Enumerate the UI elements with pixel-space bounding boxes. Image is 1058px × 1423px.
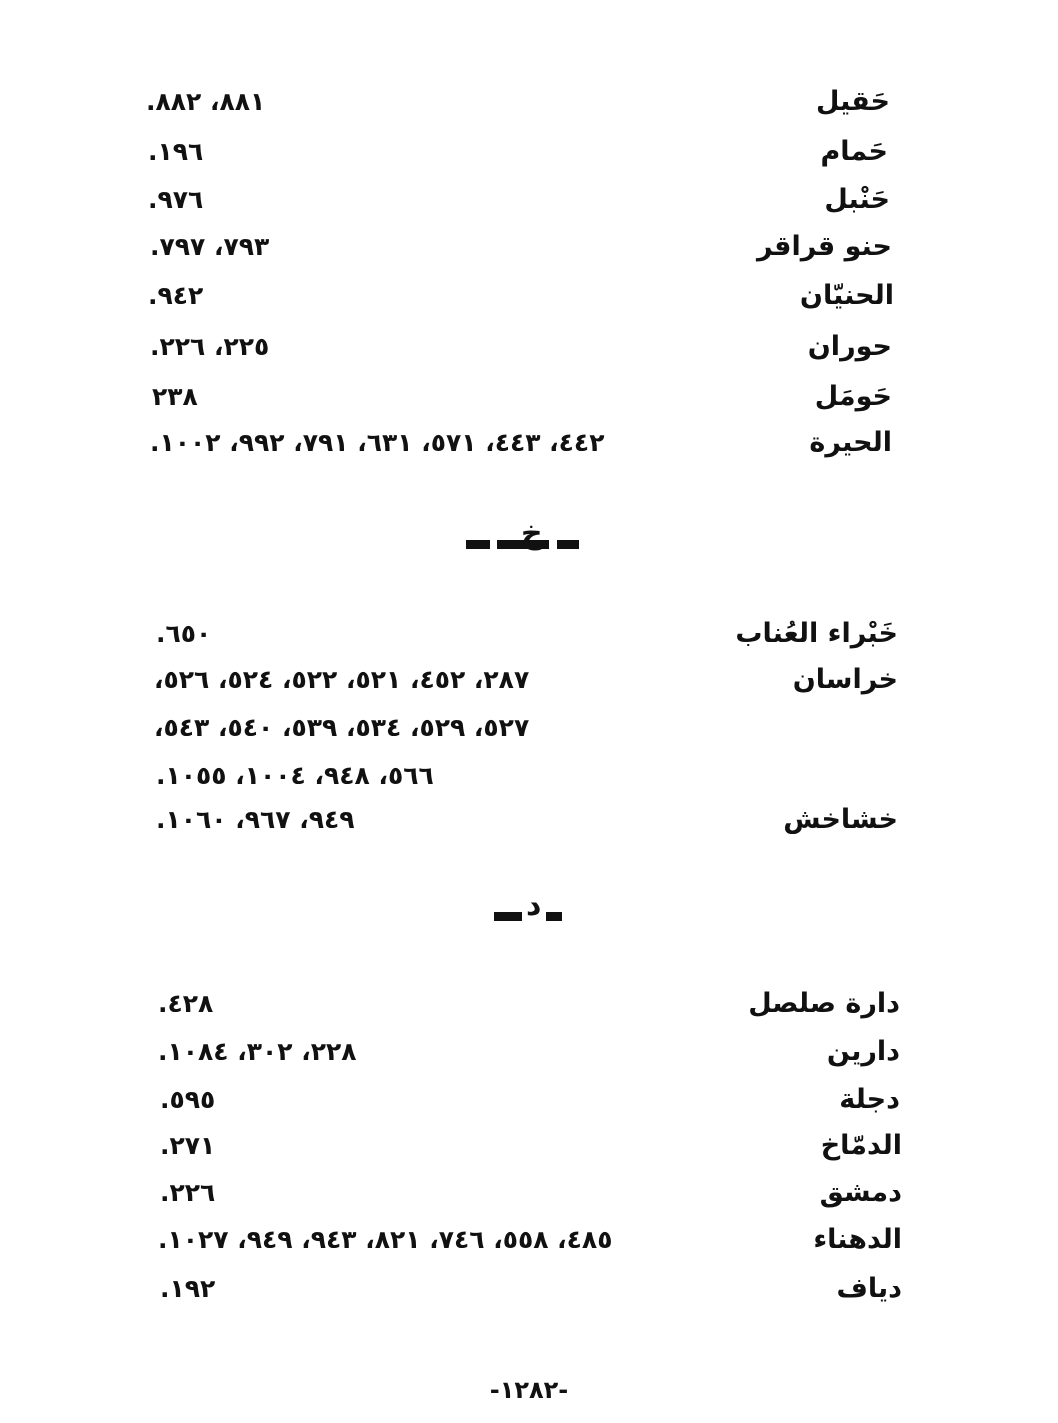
page-references: ٢٢٨، ٣٠٢، ١٠٨٤. bbox=[158, 1037, 357, 1066]
place-name: حنو قراقر bbox=[756, 231, 892, 262]
page-references: ١٩٢. bbox=[160, 1274, 216, 1303]
page-references: ٥٦٦، ٩٤٨، ١٠٠٤، ١٠٥٥. bbox=[156, 761, 434, 790]
index-entry-continuation bbox=[0, 754, 1058, 798]
page-references: ٢٢٥، ٢٢٦. bbox=[150, 332, 270, 361]
page-references: ٧٩٣، ٧٩٧. bbox=[150, 232, 270, 261]
place-name: دياف bbox=[836, 1273, 902, 1304]
heading-bar bbox=[494, 912, 522, 921]
place-name: حوران bbox=[807, 331, 892, 362]
page-references: ٥٩٥. bbox=[160, 1085, 216, 1114]
place-name: حَنْبل bbox=[824, 184, 890, 215]
page-references: ٦٥٠. bbox=[156, 619, 212, 648]
section-heading-kh bbox=[0, 516, 1058, 562]
place-name: خشاخش bbox=[783, 804, 898, 835]
index-entry bbox=[0, 325, 1058, 369]
page-references: ٩٤٩، ٩٦٧، ١٠٦٠. bbox=[156, 805, 355, 834]
place-name: الدهناء bbox=[813, 1224, 902, 1255]
index-entry bbox=[0, 421, 1058, 465]
place-name: الدمّاخ bbox=[820, 1130, 902, 1161]
page-references: ٤٨٥، ٥٥٨، ٧٤٦، ٨٢١، ٩٤٣، ٩٤٩، ١٠٢٧. bbox=[158, 1225, 613, 1254]
section-letter: د bbox=[526, 888, 542, 923]
place-name: الحنيّان bbox=[799, 280, 894, 311]
index-entry bbox=[0, 1171, 1058, 1215]
page-references: ٢٣٨ bbox=[152, 382, 198, 411]
index-entry bbox=[0, 274, 1058, 318]
page-references: ٢٧١. bbox=[160, 1131, 216, 1160]
page-references: ٢٢٦. bbox=[160, 1178, 216, 1207]
index-entry bbox=[0, 612, 1058, 656]
index-entry bbox=[0, 658, 1058, 702]
page-references: ٤٢٨. bbox=[158, 989, 214, 1018]
place-name: دارة صلصل bbox=[748, 988, 900, 1019]
place-name: خَبْراء العُناب bbox=[735, 618, 898, 649]
place-name: خراسان bbox=[792, 664, 898, 695]
index-entry bbox=[0, 1267, 1058, 1311]
section-letter: خ bbox=[521, 516, 543, 551]
section-heading-d bbox=[0, 888, 1058, 936]
page-references: ٢٨٧، ٤٥٢، ٥٢١، ٥٢٢، ٥٢٤، ٥٢٦، bbox=[154, 665, 530, 694]
index-entry bbox=[0, 1030, 1058, 1074]
index-entry bbox=[0, 1124, 1058, 1168]
place-name: دجلة bbox=[839, 1084, 900, 1115]
page-references: ٨٨١، ٨٨٢. bbox=[146, 87, 266, 116]
place-name: حَمام bbox=[820, 136, 888, 167]
index-entry bbox=[0, 80, 1058, 124]
index-entry-continuation bbox=[0, 706, 1058, 750]
index-entry bbox=[0, 798, 1058, 842]
heading-bar bbox=[546, 912, 562, 921]
heading-bar bbox=[466, 540, 490, 549]
heading-bar bbox=[557, 540, 579, 549]
page-references: ٥٢٧، ٥٢٩، ٥٣٤، ٥٣٩، ٥٤٠، ٥٤٣، bbox=[154, 713, 530, 742]
index-entry bbox=[0, 982, 1058, 1026]
index-entry bbox=[0, 1218, 1058, 1262]
page-references: ٩٤٢. bbox=[148, 281, 204, 310]
place-name: دمشق bbox=[819, 1177, 902, 1208]
page-number: -١٢٨٢- bbox=[489, 1376, 569, 1404]
index-entry bbox=[0, 1078, 1058, 1122]
page-references: ٤٤٢، ٤٤٣، ٥٧١، ٦٣١، ٧٩١، ٩٩٢، ١٠٠٢. bbox=[150, 428, 605, 457]
page-references: ١٩٦. bbox=[148, 137, 204, 166]
index-entry bbox=[0, 130, 1058, 174]
index-entry bbox=[0, 178, 1058, 222]
page-references: ٩٧٦. bbox=[148, 185, 204, 214]
place-name: حَقيل bbox=[815, 86, 890, 117]
place-name: دارين bbox=[826, 1036, 900, 1067]
index-entry bbox=[0, 375, 1058, 419]
place-name: الحيرة bbox=[809, 427, 892, 458]
index-entry bbox=[0, 225, 1058, 269]
place-name: حَومَل bbox=[814, 381, 892, 412]
